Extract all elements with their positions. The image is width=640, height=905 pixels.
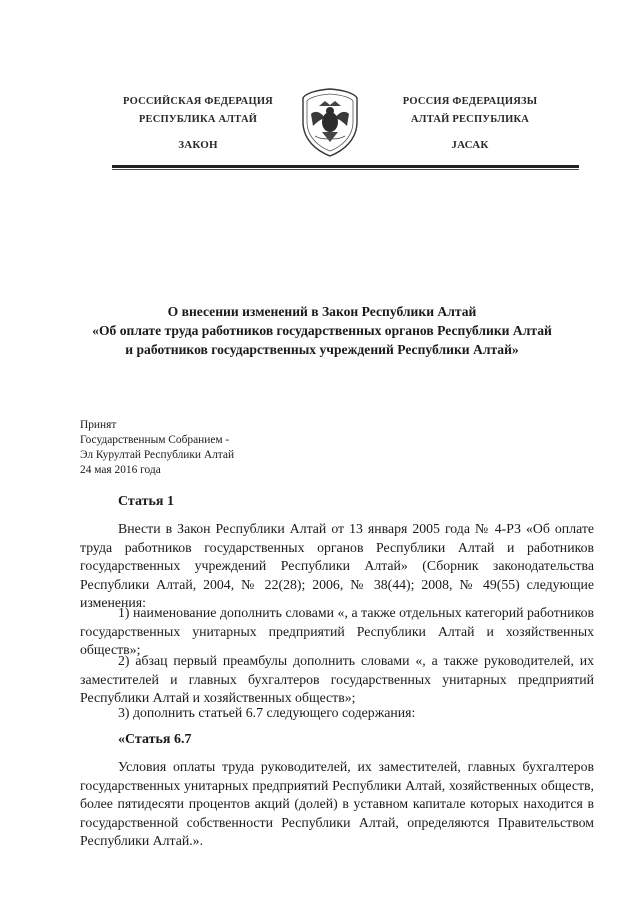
adoption-date: 24 мая 2016 года (80, 464, 161, 476)
article-1-heading: Статья 1 (118, 494, 174, 509)
article-1-item-2: 2) абзац первый преамбулы дополнить словами «, а также руководителей, их заместителей и главных бухгалтеров государственных унитарных предприятий Республики Алтай и хозяйственных обществ»; (80, 653, 594, 706)
header-divider-thin (112, 169, 579, 170)
article-1-item-3: 3) дополнить статьей 6.7 следующего содержания: (118, 705, 416, 720)
law-title-line2: «Об оплате труда работников государственных органов Республики Алтай (92, 323, 552, 338)
article-1-intro: Внести в Закон Республики Алтай от 13 января 2005 года № 4-РЗ «Об оплате труда работников государственных органов Республики Алтай и работников государственных учреждений Республики Алтай» (Сборник законодательства Республики Алтай, 2004, № 22(28); 2006, № 38(44); 2008, № 49(55) следующие изменения: (80, 521, 594, 611)
header-right-line2: АЛТАЙ РЕСПУБЛИКА (410, 114, 530, 125)
law-title-line3: и работников государственных учреждений Республики Алтай» (125, 342, 519, 357)
adoption-line1: Принят (80, 419, 117, 431)
adoption-line3: Эл Курултай Республики Алтай (80, 449, 235, 461)
article-6-7-heading: «Статья 6.7 (118, 732, 192, 747)
header-left-doc-type: ЗАКОН (178, 139, 218, 151)
header-right-line1: РОССИЯ ФЕДЕРАЦИЯЗЫ (402, 96, 538, 107)
header-divider-thick (112, 165, 579, 168)
header-left-line1: РОССИЙСКАЯ ФЕДЕРАЦИЯ (123, 96, 273, 107)
adoption-line2: Государственным Собранием - (80, 434, 230, 446)
article-6-7-text: Условия оплаты труда руководителей, их заместителей, главных бухгалтеров государственных унитарных предприятий Республики Алтай, хозяйственных обществ, более пятидесяти процентов акций (долей) в уставном капитале которых находится в государственной собственности Республики Алтай, определяются Правительством Республики Алтай.». (80, 759, 594, 849)
law-title-line1: О внесении изменений в Закон Республики Алтай (167, 304, 477, 319)
article-1-item-1: 1) наименование дополнить словами «, а также отдельных категорий работников государственных унитарных предприятий Республики Алтай и хозяйственных обществ»; (80, 605, 594, 658)
header-right-doc-type: JАСАК (451, 139, 489, 151)
header-left-line2: РЕСПУБЛИКА АЛТАЙ (138, 114, 258, 125)
coat-of-arms-emblem (297, 86, 363, 158)
